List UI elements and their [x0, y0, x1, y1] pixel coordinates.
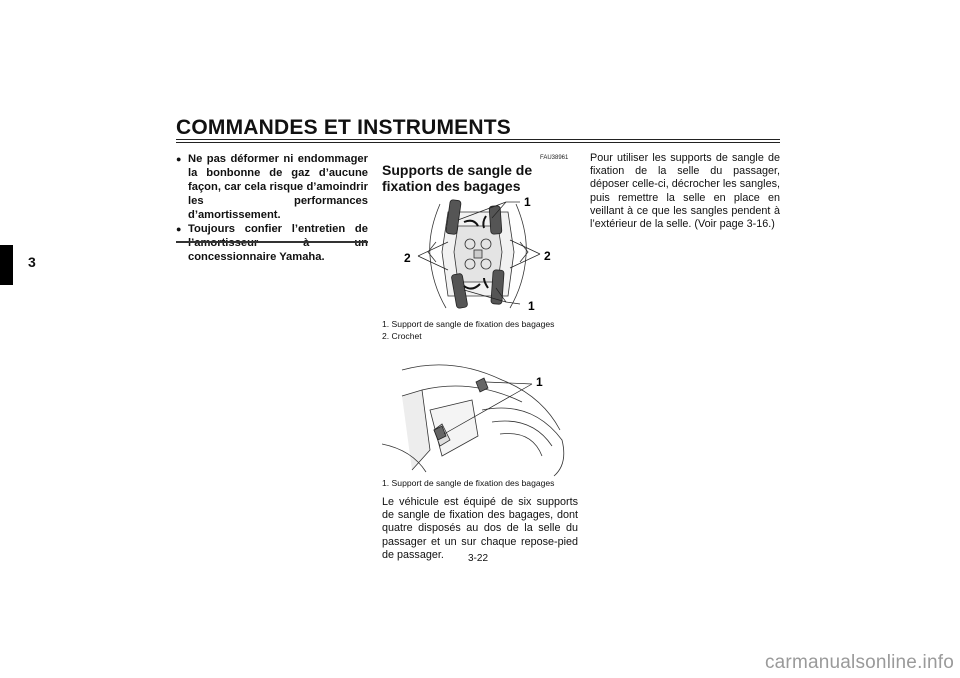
warning-text: Ne pas déformer ni endommager la bonbonne de gaz d’aucune façon, car cela risque d’amoindrir les performances d’amortissement.: [188, 153, 368, 221]
body-paragraph: Pour utiliser les supports de sangle de fixation de la selle du passager, déposer celle-ci, décrocher les sangles, puis remettre la selle en place en veillant à ce que les sangles pendent à l’extérieur de la selle. (Voir page 3-16.): [590, 152, 780, 231]
chapter-tab: [0, 245, 13, 285]
figure-strap-holder-side-view: [382, 360, 578, 478]
watermark: carmanualsonline.info: [764, 652, 954, 673]
bullet-icon: ●: [176, 224, 182, 234]
body-paragraph: Le véhicule est équipé de six supports de sangle de fixation des bagages, dont quatre disposés au dos de la selle du passager et un sur chaque repose-pied de passager.: [382, 496, 578, 561]
caption-line: 2. Crochet: [382, 331, 422, 341]
callout-label: 2: [544, 249, 551, 263]
caption-line: 1. Support de sangle de fixation des bagages: [382, 319, 555, 329]
warning-list: [176, 152, 368, 264]
figure-strap-holders-top-view: [388, 192, 568, 314]
warning-end-rule: [176, 241, 368, 243]
page-title: COMMANDES ET INSTRUMENTS: [176, 116, 511, 139]
chapter-number: 3: [28, 254, 36, 270]
page-number: 3-22: [468, 553, 489, 564]
warning-text: Toujours confier l’entretien de l’amortisseur à un concessionnaire Yamaha.: [188, 223, 368, 263]
callout-label: 1: [528, 299, 535, 313]
callout-label: 2: [404, 251, 411, 265]
caption-line: 1. Support de sangle de fixation des bagages: [382, 478, 555, 488]
figure1-captions: [382, 318, 554, 342]
header-rule: [176, 139, 780, 140]
warning-item: [176, 152, 368, 222]
figure2-captions: [382, 477, 554, 489]
warning-item: [176, 222, 368, 264]
section-code: FAU38961: [540, 155, 569, 161]
callout-label: 1: [524, 195, 531, 209]
header-rule-secondary: [176, 142, 780, 143]
bullet-icon: ●: [176, 154, 182, 164]
section-title: Supports de sangle de fixation des bagages: [382, 162, 533, 194]
callout-label: 1: [536, 375, 543, 389]
